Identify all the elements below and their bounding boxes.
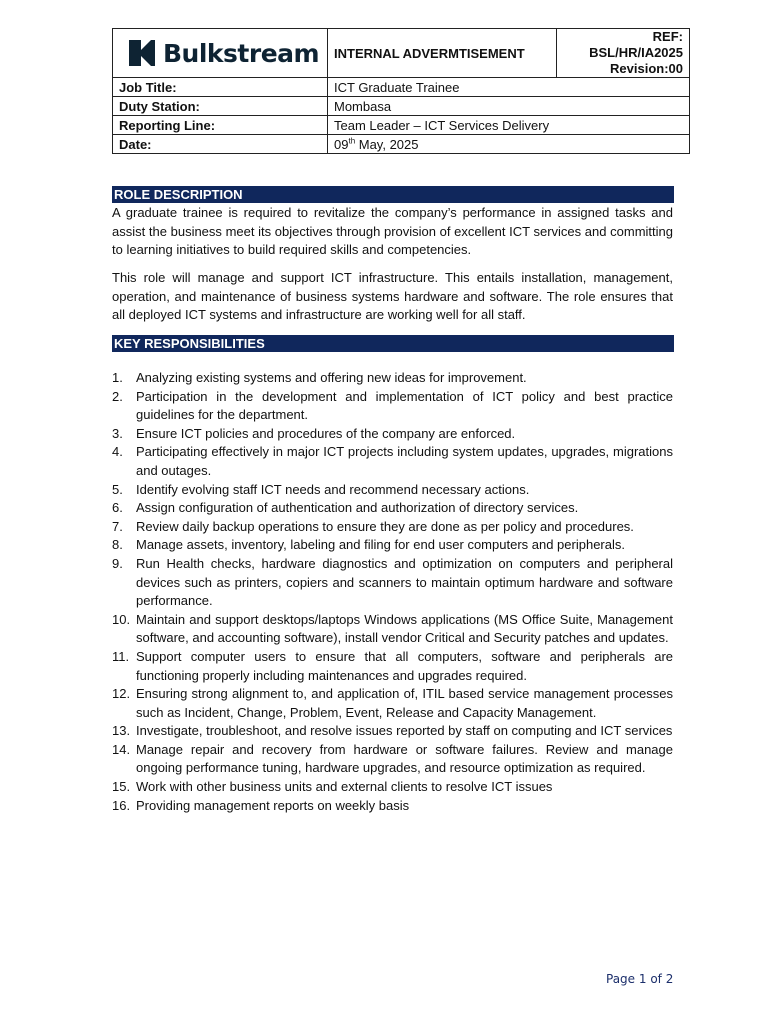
responsibilities-list bbox=[112, 369, 673, 815]
duty-station-value: Mombasa bbox=[328, 97, 690, 116]
list-item-number: 15. bbox=[112, 779, 131, 795]
list-item-number: 14. bbox=[112, 741, 131, 757]
list-item bbox=[112, 555, 673, 611]
header-table bbox=[112, 28, 690, 154]
list-item bbox=[112, 499, 673, 518]
list-item-text: Participating effectively in major ICT projects including system updates, upgrades, migrations and outages. bbox=[136, 444, 673, 478]
reference-number: REF: BSL/HR/IA2025 bbox=[589, 29, 683, 60]
list-item bbox=[112, 648, 673, 685]
list-item-text: Maintain and support desktops/laptops Windows applications (MS Office Suite, Management software, and accounting software), install vendor Critical and Security patches and updates. bbox=[136, 611, 673, 646]
list-item bbox=[112, 443, 673, 480]
list-item bbox=[112, 425, 673, 444]
list-item bbox=[112, 797, 673, 816]
list-item-number: 7. bbox=[112, 518, 123, 534]
list-item-number: 2. bbox=[112, 388, 123, 404]
list-item-number: 10. bbox=[112, 611, 131, 627]
list-item-text: Analyzing existing systems and offering new ideas for improvement. bbox=[136, 370, 527, 385]
list-item-text: Run Health checks, hardware diagnostics and optimization on computers and peripheral devices such as printers, copiers and scanners to maintain optimum hardware and software performance. bbox=[136, 555, 673, 609]
list-item bbox=[112, 536, 673, 555]
role-description-heading: ROLE DESCRIPTION bbox=[112, 186, 674, 203]
list-item-text: Manage repair and recovery from hardware or software failures. Review and manage ongoing performance tuning, hardware upgrades, and resource optimization as required. bbox=[136, 741, 673, 776]
list-item-number: 13. bbox=[112, 723, 131, 739]
date-suffix: th bbox=[348, 136, 356, 146]
document-title: INTERNAL ADVERMTISEMENT bbox=[328, 29, 557, 78]
list-item-number: 11. bbox=[112, 648, 130, 664]
list-item bbox=[112, 778, 673, 797]
date-value bbox=[328, 135, 690, 154]
list-item-number: 4. bbox=[112, 444, 123, 460]
list-item bbox=[112, 518, 673, 537]
list-item-text: Assign configuration of authentication and authorization of directory services. bbox=[136, 500, 579, 516]
list-item-number: 6. bbox=[112, 500, 123, 516]
logo-cell bbox=[113, 29, 328, 78]
list-item-number: 1. bbox=[112, 370, 123, 385]
list-item-number: 8. bbox=[112, 537, 123, 553]
list-item-text: Identify evolving staff ICT needs and recommend necessary actions. bbox=[136, 481, 530, 497]
company-logo bbox=[119, 38, 321, 68]
list-item bbox=[112, 611, 673, 648]
list-item-text: Ensuring strong alignment to, and application of, ITIL based service management processes such as Incident, Change, Problem, Event, Release and Capacity Management. bbox=[136, 686, 673, 720]
list-item bbox=[112, 369, 673, 388]
list-item bbox=[112, 388, 673, 425]
date-label: Date: bbox=[113, 135, 328, 154]
list-item-number: 12. bbox=[112, 686, 131, 702]
job-title-value: ICT Graduate Trainee bbox=[328, 78, 690, 97]
reporting-line-value: Team Leader – ICT Services Delivery bbox=[328, 116, 690, 135]
list-item-text: Support computer users to ensure that all computers, software and peripherals are functioning properly including maintenances and upgrades required. bbox=[136, 648, 673, 683]
key-responsibilities-heading: KEY RESPONSIBILITIES bbox=[112, 335, 674, 352]
list-item bbox=[112, 685, 673, 722]
role-description-paragraph-2: This role will manage and support ICT infrastructure. This entails installation, management, operation, and maintenance of business systems hardware and software. The role ensures that all deployed ICT systems and infrastructure are working well for all staff. bbox=[112, 270, 673, 322]
reference-cell bbox=[557, 29, 690, 78]
list-item bbox=[112, 481, 673, 500]
list-item-number: 9. bbox=[112, 555, 123, 571]
duty-station-label: Duty Station: bbox=[113, 97, 328, 116]
list-item-text: Investigate, troubleshoot, and resolve issues reported by staff on computing and ICT services bbox=[136, 723, 673, 739]
revision-number: Revision:00 bbox=[610, 61, 683, 76]
list-item-text: Review daily backup operations to ensure they are done as per policy and procedures. bbox=[136, 518, 634, 534]
page-number: Page 1 of 2 bbox=[606, 972, 674, 986]
list-item-text: Work with other business units and external clients to resolve ICT issues bbox=[136, 779, 553, 795]
list-item-text: Manage assets, inventory, labeling and filing for end user computers and peripherals. bbox=[136, 537, 625, 553]
job-title-label: Job Title: bbox=[113, 78, 328, 97]
role-description-paragraph-1: A graduate trainee is required to revitalize the company’s performance in assigned tasks and assist the business meet its objectives through provision of excellent ICT services and committing to learning initiatives to build required skills and competencies. bbox=[112, 205, 673, 257]
list-item bbox=[112, 741, 673, 778]
date-day: 09 bbox=[334, 136, 349, 152]
list-item bbox=[112, 722, 673, 741]
list-item-text: Participation in the development and implementation of ICT policy and best practice guidelines for the department. bbox=[136, 388, 673, 423]
list-item-number: 3. bbox=[112, 425, 123, 441]
list-item-text: Ensure ICT policies and procedures of the company are enforced. bbox=[136, 425, 516, 441]
logo-text: Bulkstream bbox=[163, 38, 320, 68]
list-item-number: 5. bbox=[112, 481, 123, 497]
reporting-line-label: Reporting Line: bbox=[113, 116, 328, 135]
list-item-number: 16. bbox=[112, 797, 131, 813]
date-rest: May, 2025 bbox=[355, 136, 419, 152]
list-item-text: Providing management reports on weekly basis bbox=[136, 797, 410, 813]
bulkstream-logo-icon bbox=[127, 38, 157, 68]
